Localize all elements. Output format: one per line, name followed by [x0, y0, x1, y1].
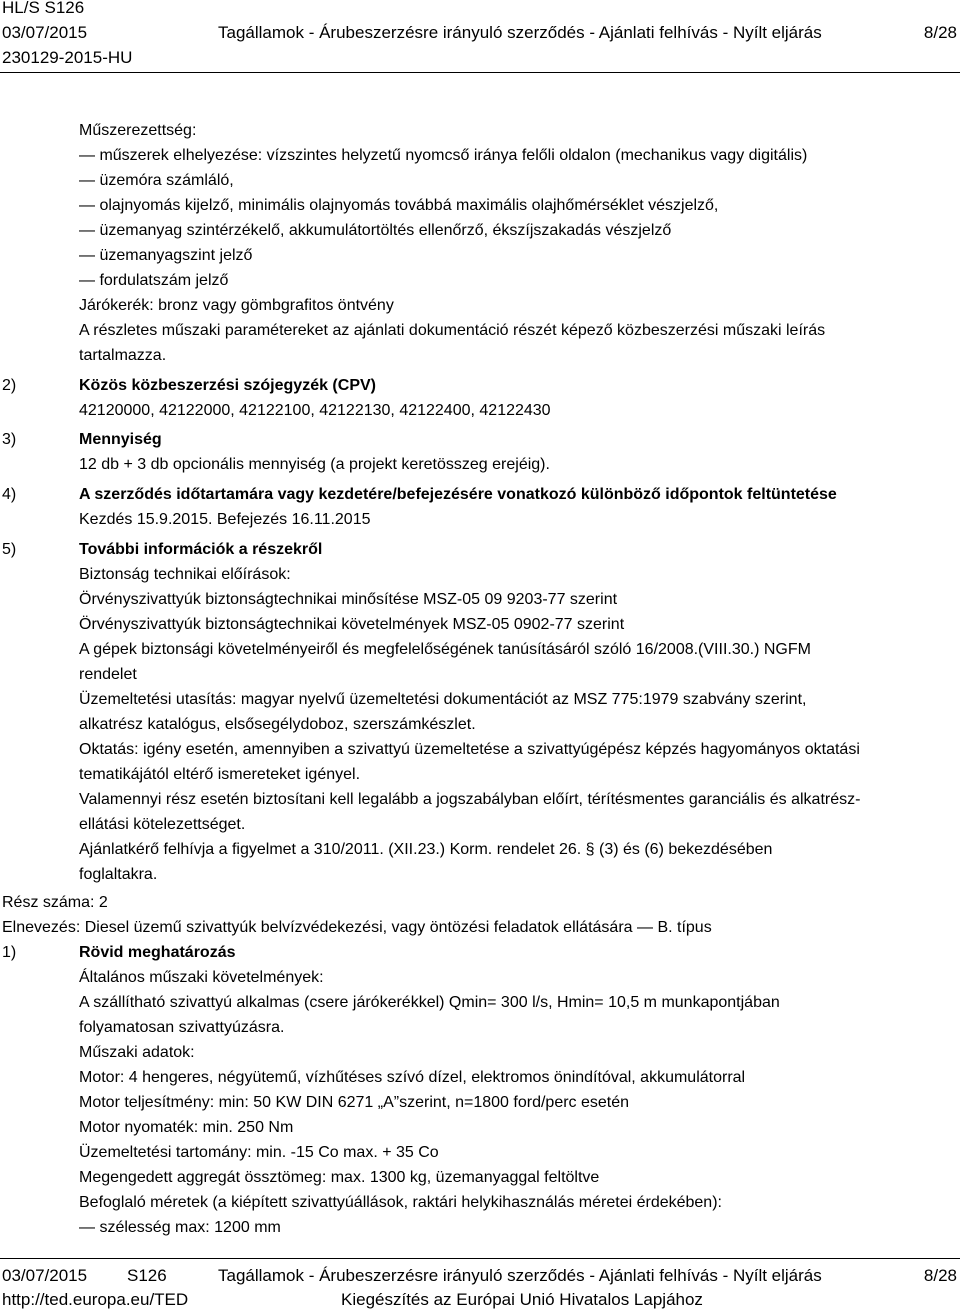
text-line: Valamennyi rész esetén biztosítani kell legalább a jogszabályban előírt, térítésmentes garanciális és alkatrész- [79, 791, 861, 808]
list-item: — fordulatszám jelző [79, 272, 229, 289]
footer-series: S126 [127, 1266, 167, 1285]
text-line: Motor nyomaték: min. 250 Nm [79, 1119, 294, 1136]
text-line: A szállítható szivattyú alkalmas (csere járókerékkel) Qmin= 300 l/s, Hmin= 10,5 m munkapontjában [79, 994, 780, 1011]
part-number: Rész száma: 2 [2, 894, 108, 911]
text-line: tartalmazza. [79, 347, 167, 364]
doc-id: 230129-2015-HU [2, 48, 133, 67]
section-title-cpv: Közös közbeszerzési szójegyzék (CPV) [79, 377, 376, 394]
text-line: A gépek biztonsági követelményeiről és megfelelőségének tanúsításáról szóló 16/2008.(VIII.30.) NGFM [79, 641, 811, 658]
part-name: Elnevezés: Diesel üzemű szivattyúk belvízvédekezési, vagy öntözési feladatok ellátására — B. típus [2, 919, 712, 936]
ted-link[interactable]: http://ted.europa.eu/TED [2, 1290, 189, 1309]
list-item: — szélesség max: 1200 mm [79, 1219, 281, 1236]
text-line: Üzemeltetési tartomány: min. -15 Co max. + 35 Co [79, 1144, 439, 1161]
section-title-additional-info: További információk a részekről [79, 541, 323, 558]
header-date: 03/07/2015 [2, 23, 88, 42]
cpv-codes: 42120000, 42122000, 42122100, 42122130, 42122400, 42122430 [79, 402, 551, 419]
text-line: ellátási kötelezettséget. [79, 816, 246, 833]
text-line: Járókerék: bronz vagy gömbgrafitos öntvény [79, 297, 394, 314]
footer-page-number: 8/28 [923, 1266, 957, 1285]
text-line: Örvényszivattyúk biztonságtechnikai követelmények MSZ-05 0902-77 szerint [79, 616, 625, 633]
list-item: — üzemóra számláló, [79, 172, 234, 189]
text-line: Oktatás: igény esetén, amennyiben a szivattyú üzemeltetése a szivattyúgépész képzés hagyományos oktatási [79, 741, 860, 758]
section-title-short-description: Rövid meghatározás [79, 944, 236, 961]
text-line: folyamatosan szivattyúzásra. [79, 1019, 285, 1036]
footer-title: Tagállamok - Árubeszerzésre irányuló szerződés - Ajánlati felhívás - Nyílt eljárás [218, 1266, 822, 1285]
text-line: rendelet [79, 666, 137, 683]
text-line: Örvényszivattyúk biztonságtechnikai minősítése MSZ-05 09 9203-77 szerint [79, 591, 618, 608]
footer-publisher: Kiegészítés az Európai Unió Hivatalos Lapjához [341, 1290, 703, 1309]
footer-rule [0, 1258, 960, 1259]
list-item: — üzemanyagszint jelző [79, 247, 253, 264]
text-line: Megengedett aggregát össztömeg: max. 1300 kg, üzemanyaggal feltöltve [79, 1169, 600, 1186]
dates-text: Kezdés 15.9.2015. Befejezés 16.11.2015 [79, 511, 371, 528]
text-line: Befoglaló méretek (a kiépített szivattyúállások, raktári helykihasználás méretei érdekében): [79, 1194, 722, 1211]
section-number: 2) [2, 377, 17, 394]
section-number: 4) [2, 486, 17, 503]
text-line: Biztonság technikai előírások: [79, 566, 291, 583]
text-line: Üzemeltetési utasítás: magyar nyelvű üzemeltetési dokumentációt az MSZ 775:1979 szabvány szerint, [79, 691, 807, 708]
doc-type: HL/S S126 [2, 0, 85, 17]
text-line: Műszerezettség: [79, 122, 197, 139]
text-line: Általános műszaki követelmények: [79, 969, 324, 986]
footer-date: 03/07/2015 [2, 1266, 88, 1285]
section-title-quantity: Mennyiség [79, 431, 162, 448]
section-number: 3) [2, 431, 17, 448]
text-line: alkatrész katalógus, elsősegélydoboz, szerszámkészlet. [79, 716, 476, 733]
text-line: A részletes műszaki paramétereket az ajánlati dokumentáció részét képező közbeszerzési műszaki leírás [79, 322, 826, 339]
header-title: Tagállamok - Árubeszerzésre irányuló szerződés - Ajánlati felhívás - Nyílt eljárás [218, 23, 822, 42]
text-line: Motor teljesítmény: min: 50 KW DIN 6271 „A”szerint, n=1800 ford/perc esetén [79, 1094, 630, 1111]
section-title-dates: A szerződés időtartamára vagy kezdetére/befejezésére vonatkozó különböző időpontok feltüntetése [79, 486, 837, 503]
header-page-number: 8/28 [923, 23, 957, 42]
quantity-text: 12 db + 3 db opcionális mennyiség (a projekt keretösszeg erejéig). [79, 456, 550, 473]
text-line: Ajánlatkérő felhívja a figyelmet a 310/2011. (XII.23.) Korm. rendelet 26. § (3) és (6) bekezdésében [79, 841, 773, 858]
list-item: — olajnyomás kijelző, minimális olajnyomás továbbá maximális olajhőmérséklet vészjelző, [79, 197, 719, 214]
list-item: — üzemanyag szintérzékelő, akkumulátortöltés ellenőrző, ékszíjszakadás vészjelző [79, 222, 672, 239]
text-line: foglaltakra. [79, 866, 158, 883]
section-number: 5) [2, 541, 17, 558]
header-rule [0, 72, 960, 73]
text-line: tematikájától eltérő ismereteket igényel. [79, 766, 361, 783]
section-number: 1) [2, 944, 17, 961]
text-line: Műszaki adatok: [79, 1044, 195, 1061]
text-line: Motor: 4 hengeres, négyütemű, vízhűtéses szívó dízel, elektromos önindítóval, akkumulátorral [79, 1069, 746, 1086]
list-item: — műszerek elhelyezése: vízszintes helyzetű nyomcső iránya felőli oldalon (mechanikus vagy digitális) [79, 147, 808, 164]
